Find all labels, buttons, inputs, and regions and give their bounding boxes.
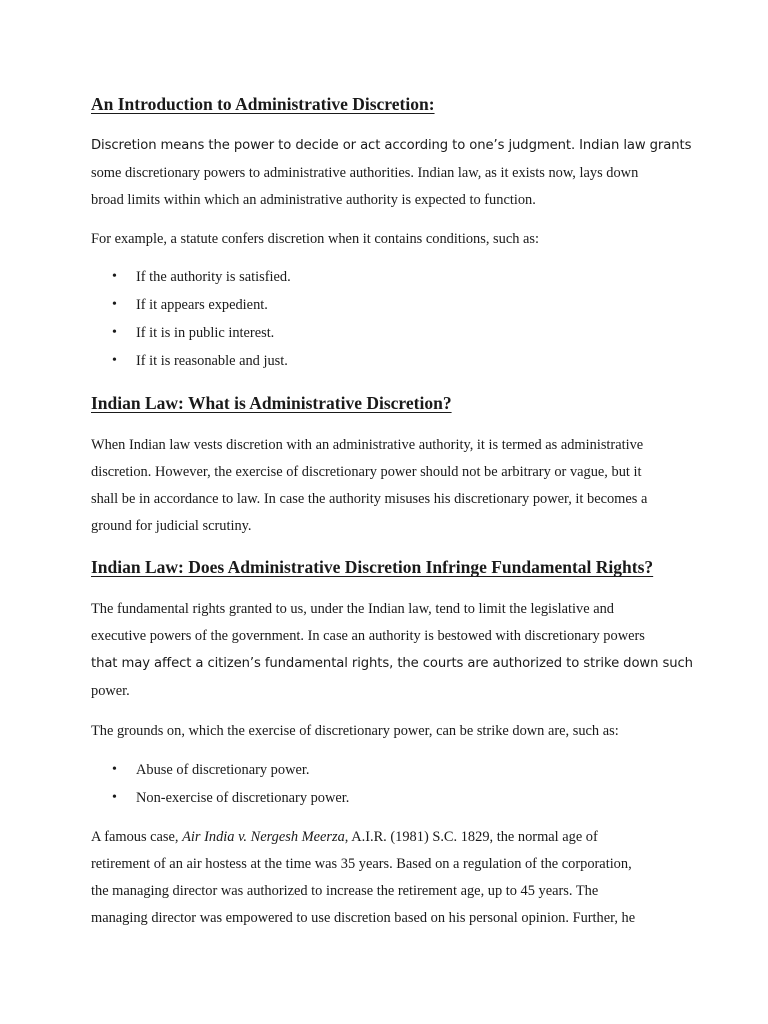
rights-line-3: that may affect a citizen’s fundamental rights, the courts are authorized to strike down such (91, 655, 693, 671)
intro-line-2: some discretionary powers to administrative authorities. Indian law, as it exists now, lays down (91, 164, 639, 181)
case-name: Air India v. Nergesh Meerza (182, 829, 345, 846)
bullet-icon: • (112, 762, 117, 778)
case-paragraph (91, 824, 671, 931)
bullet-icon: • (112, 269, 117, 285)
list-item: • If it appears expedient. (91, 291, 671, 319)
document-body (91, 90, 693, 932)
rights-paragraph (91, 596, 693, 704)
grounds-list (91, 756, 671, 812)
bullet-icon: • (112, 790, 117, 806)
what-is-line-3: shall be in accordance to law. In case the authority misuses his discretionary power, it becomes a (91, 490, 648, 507)
rights-line-1: The fundamental rights granted to us, under the Indian law, tend to limit the legislative and (91, 601, 614, 618)
intro-line-3: broad limits within which an administrative authority is expected to function. (91, 191, 536, 208)
list-item: • Non-exercise of discretionary power. (91, 784, 671, 812)
heading-introduction: An Introduction to Administrative Discretion: (91, 94, 435, 114)
heading-what-is-discretion: Indian Law: What is Administrative Discretion? (91, 393, 452, 414)
what-is-line-1: When Indian law vests discretion with an administrative authority, it is termed as administrative (91, 437, 644, 454)
what-is-line-2: discretion. However, the exercise of discretionary power should not be arbitrary or vague, but it (91, 463, 642, 480)
list-item: • If the authority is satisfied. (91, 263, 671, 291)
bullet-icon: • (112, 297, 117, 313)
grounds-paragraph: The grounds on, which the exercise of discretionary power, can be strike down are, such as: (91, 722, 619, 739)
list-item: • Abuse of discretionary power. (91, 756, 671, 784)
rights-line-2: executive powers of the government. In case an authority is bestowed with discretionary powers (91, 628, 645, 645)
heading-fundamental-rights: Indian Law: Does Administrative Discretion Infringe Fundamental Rights? (91, 557, 654, 578)
what-is-paragraph (91, 432, 671, 539)
case-line-4: managing director was empowered to use discretion based on his personal opinion. Further, he (91, 909, 636, 926)
what-is-line-4: ground for judicial scrutiny. (91, 517, 252, 534)
list-item: • If it is in public interest. (91, 319, 671, 347)
rights-line-4: power. (91, 682, 130, 699)
intro-paragraph (91, 132, 692, 213)
list-item: • If it is reasonable and just. (91, 347, 671, 375)
conditions-list (91, 263, 671, 375)
case-line-1: A famous case, Air India v. Nergesh Meerza, A.I.R. (1981) S.C. 1829, the normal age of (91, 829, 598, 846)
case-line-2: retirement of an air hostess at the time was 35 years. Based on a regulation of the corporation, (91, 856, 632, 873)
intro-line-1: Discretion means the power to decide or act according to one’s judgment. Indian law grants (91, 138, 692, 153)
case-line-3: the managing director was authorized to increase the retirement age, up to 45 years. The (91, 882, 599, 899)
bullet-icon: • (112, 325, 117, 341)
bullet-icon: • (112, 353, 117, 369)
example-paragraph: For example, a statute confers discretion when it contains conditions, such as: (91, 231, 539, 248)
